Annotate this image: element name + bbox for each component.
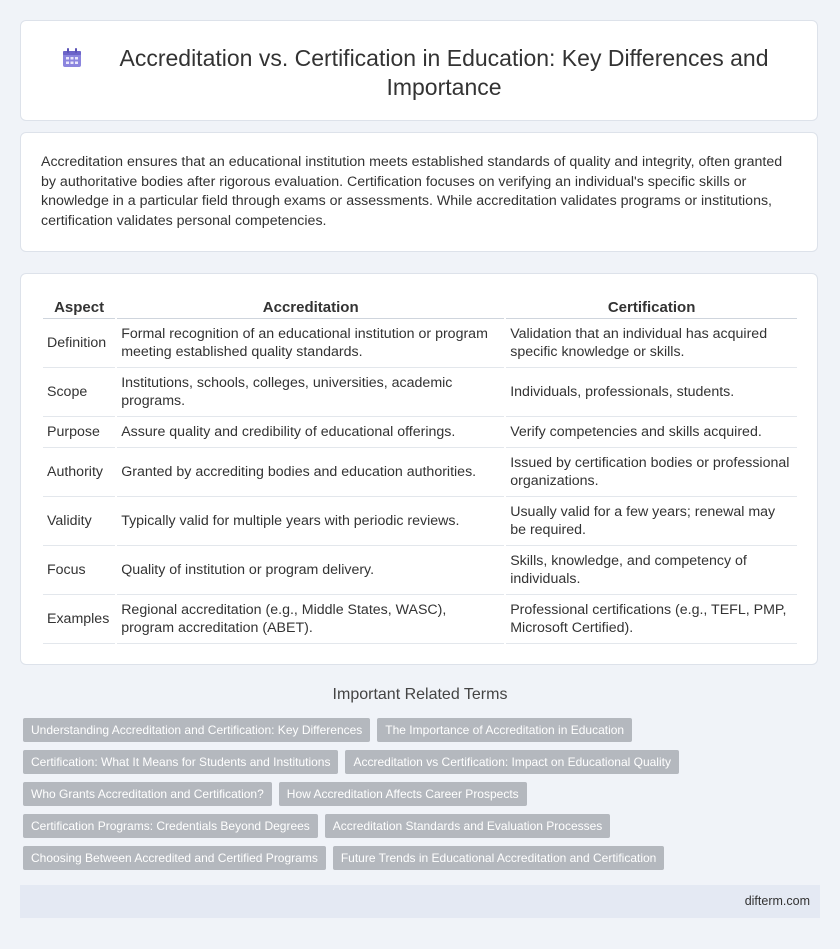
table-row: [43, 417, 797, 448]
tag-row: [23, 750, 679, 774]
table-row: [43, 448, 797, 497]
related-term-link[interactable]: Certification: What It Means for Students and Institutions: [23, 750, 338, 774]
header-certification: Certification: [506, 296, 797, 319]
cell-certification: Skills, knowledge, and competency of individuals.: [506, 546, 797, 595]
table-header-row: [43, 296, 797, 319]
comparison-card: [20, 273, 818, 665]
page-title: Accreditation vs. Certification in Education: Key Differences and Importance: [119, 45, 769, 100]
cell-certification: Professional certifications (e.g., TEFL, PMP, Microsoft Certified).: [506, 595, 797, 644]
intro-paragraph: Accreditation ensures that an educational institution meets established standards of quality and integrity, often granted by authoritative bodies after rigorous evaluation. Certification focuses on verifying an individual's specific skills or knowledge in a particular field through exams or assessments. While accreditation validates programs or institutions, certification validates personal competencies.: [41, 154, 783, 229]
cell-aspect: Scope: [43, 368, 115, 417]
cell-accreditation: Assure quality and credibility of educational offerings.: [117, 417, 504, 448]
related-term-link[interactable]: Accreditation Standards and Evaluation Processes: [325, 814, 611, 838]
table-row: [43, 319, 797, 368]
footer-site-link[interactable]: difterm.com: [744, 894, 810, 908]
footer: [20, 885, 820, 918]
comparison-table: [41, 296, 799, 644]
cell-aspect: Validity: [43, 497, 115, 546]
cell-aspect: Purpose: [43, 417, 115, 448]
related-term-link[interactable]: Future Trends in Educational Accreditation and Certification: [333, 846, 665, 870]
tag-row: [23, 782, 527, 806]
header-aspect: Aspect: [43, 296, 115, 319]
tag-row: [23, 846, 664, 870]
related-terms-heading: Important Related Terms: [332, 686, 508, 703]
related-term-link[interactable]: Certification Programs: Credentials Beyond Degrees: [23, 814, 318, 838]
cell-aspect: Authority: [43, 448, 115, 497]
table-row: [43, 595, 797, 644]
title-card: [20, 20, 818, 121]
related-term-link[interactable]: Who Grants Accreditation and Certification?: [23, 782, 272, 806]
cell-accreditation: Institutions, schools, colleges, universities, academic programs.: [117, 368, 504, 417]
cell-aspect: Definition: [43, 319, 115, 368]
cell-accreditation: Typically valid for multiple years with periodic reviews.: [117, 497, 504, 546]
tag-row: [23, 814, 610, 838]
intro-card: [20, 132, 818, 252]
related-term-link[interactable]: Choosing Between Accredited and Certified Programs: [23, 846, 326, 870]
cell-accreditation: Granted by accrediting bodies and education authorities.: [117, 448, 504, 497]
tag-row: [23, 718, 632, 742]
calendar-icon: [61, 47, 83, 69]
cell-certification: Verify competencies and skills acquired.: [506, 417, 797, 448]
table-row: [43, 368, 797, 417]
cell-accreditation: Quality of institution or program delivery.: [117, 546, 504, 595]
cell-certification: Individuals, professionals, students.: [506, 368, 797, 417]
cell-accreditation: Regional accreditation (e.g., Middle States, WASC), program accreditation (ABET).: [117, 595, 504, 644]
related-term-link[interactable]: Accreditation vs Certification: Impact on Educational Quality: [345, 750, 678, 774]
cell-accreditation: Formal recognition of an educational institution or program meeting established quality standards.: [117, 319, 504, 368]
cell-aspect: Focus: [43, 546, 115, 595]
header-accreditation: Accreditation: [117, 296, 504, 319]
related-term-link[interactable]: How Accreditation Affects Career Prospects: [279, 782, 527, 806]
cell-certification: Usually valid for a few years; renewal may be required.: [506, 497, 797, 546]
cell-certification: Validation that an individual has acquired specific knowledge or skills.: [506, 319, 797, 368]
table-row: [43, 497, 797, 546]
related-term-link[interactable]: The Importance of Accreditation in Education: [377, 718, 632, 742]
cell-certification: Issued by certification bodies or professional organizations.: [506, 448, 797, 497]
table-row: [43, 546, 797, 595]
related-term-link[interactable]: Understanding Accreditation and Certification: Key Differences: [23, 718, 370, 742]
cell-aspect: Examples: [43, 595, 115, 644]
